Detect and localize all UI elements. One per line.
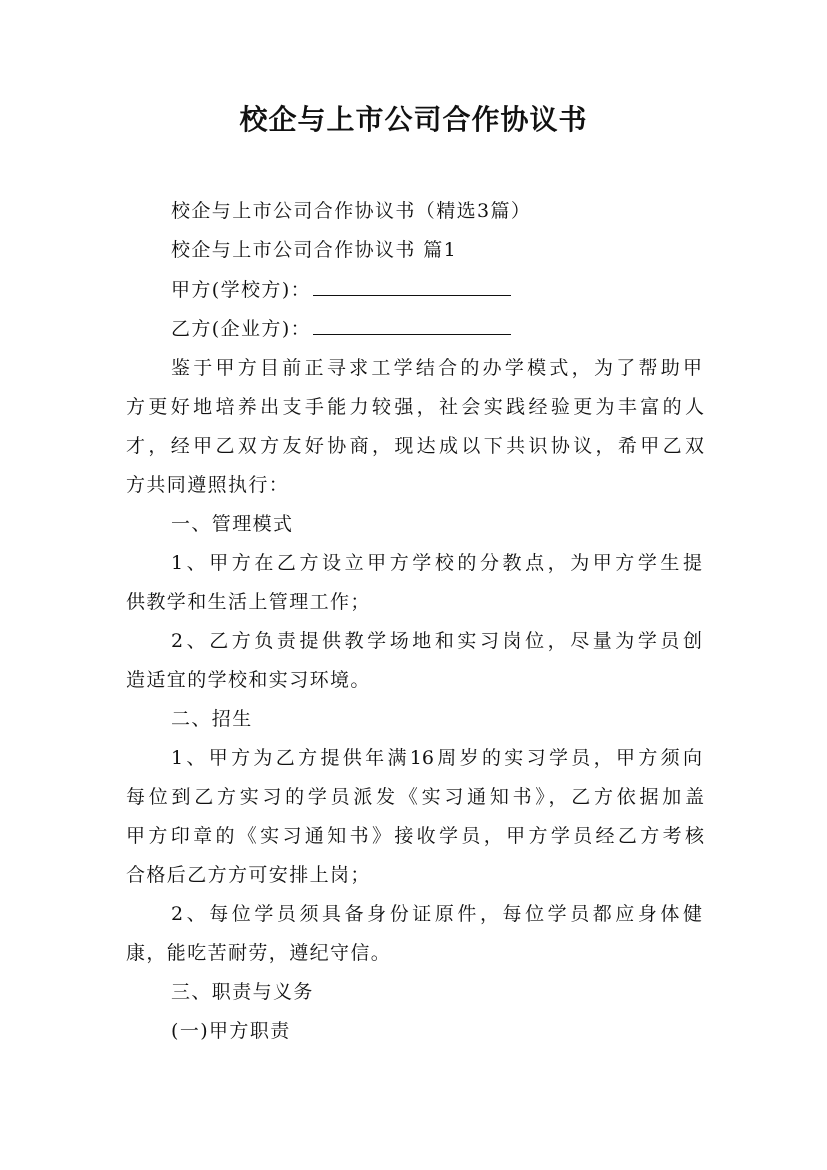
section-heading: 一、管理模式 [171, 513, 294, 535]
paragraph-line: 造适宜的学校和实习环境。 [126, 669, 371, 691]
section-heading-part1: 校企与上市公司合作协议书 篇1 [171, 239, 458, 261]
section-heading: 三、职责与义务 [171, 981, 314, 1003]
paragraph-line: 才，经甲乙双方友好协商，现达成以下共识协议，希甲乙双 [126, 435, 704, 457]
section-heading: 二、招生 [171, 708, 253, 730]
party-b-label: 乙方(企业方)： [171, 318, 312, 340]
paragraph-line: 方共同遵照执行： [126, 474, 290, 496]
party-b-line [171, 314, 511, 344]
paragraph-line: 甲方印章的《实习通知书》接收学员，甲方学员经乙方考核 [126, 825, 704, 847]
paragraph-line: 1、甲方在乙方设立甲方学校的分教点，为甲方学生提 [171, 552, 702, 574]
party-a-line [171, 275, 511, 305]
paragraph-line: 鉴于甲方目前正寻求工学结合的办学模式，为了帮助甲 [171, 357, 702, 379]
paragraph-line: 康，能吃苦耐劳，遵纪守信。 [126, 942, 392, 964]
paragraph-line: 供教学和生活上管理工作； [126, 591, 371, 613]
subsection-heading: (一)甲方职责 [171, 1020, 291, 1042]
paragraph-line: 1、甲方为乙方提供年满16周岁的实习学员，甲方须向 [171, 747, 702, 769]
party-a-blank [313, 277, 511, 296]
paragraph-line: 方更好地培养出支手能力较强，社会实践经验更为丰富的人 [126, 396, 704, 418]
party-a-label: 甲方(学校方)： [171, 279, 312, 301]
paragraph-line: 每位到乙方实习的学员派发《实习通知书》，乙方依据加盖 [126, 786, 704, 808]
document-title: 校企与上市公司合作协议书 [239, 103, 588, 136]
document-subtitle: 校企与上市公司合作协议书（精选3篇） [171, 200, 532, 222]
paragraph-line: 合格后乙方方可安排上岗； [126, 864, 371, 886]
party-b-blank [313, 316, 511, 335]
paragraph-line: 2、乙方负责提供教学场地和实习岗位，尽量为学员创 [171, 630, 702, 652]
paragraph-line: 2、每位学员须具备身份证原件，每位学员都应身体健 [171, 903, 702, 925]
